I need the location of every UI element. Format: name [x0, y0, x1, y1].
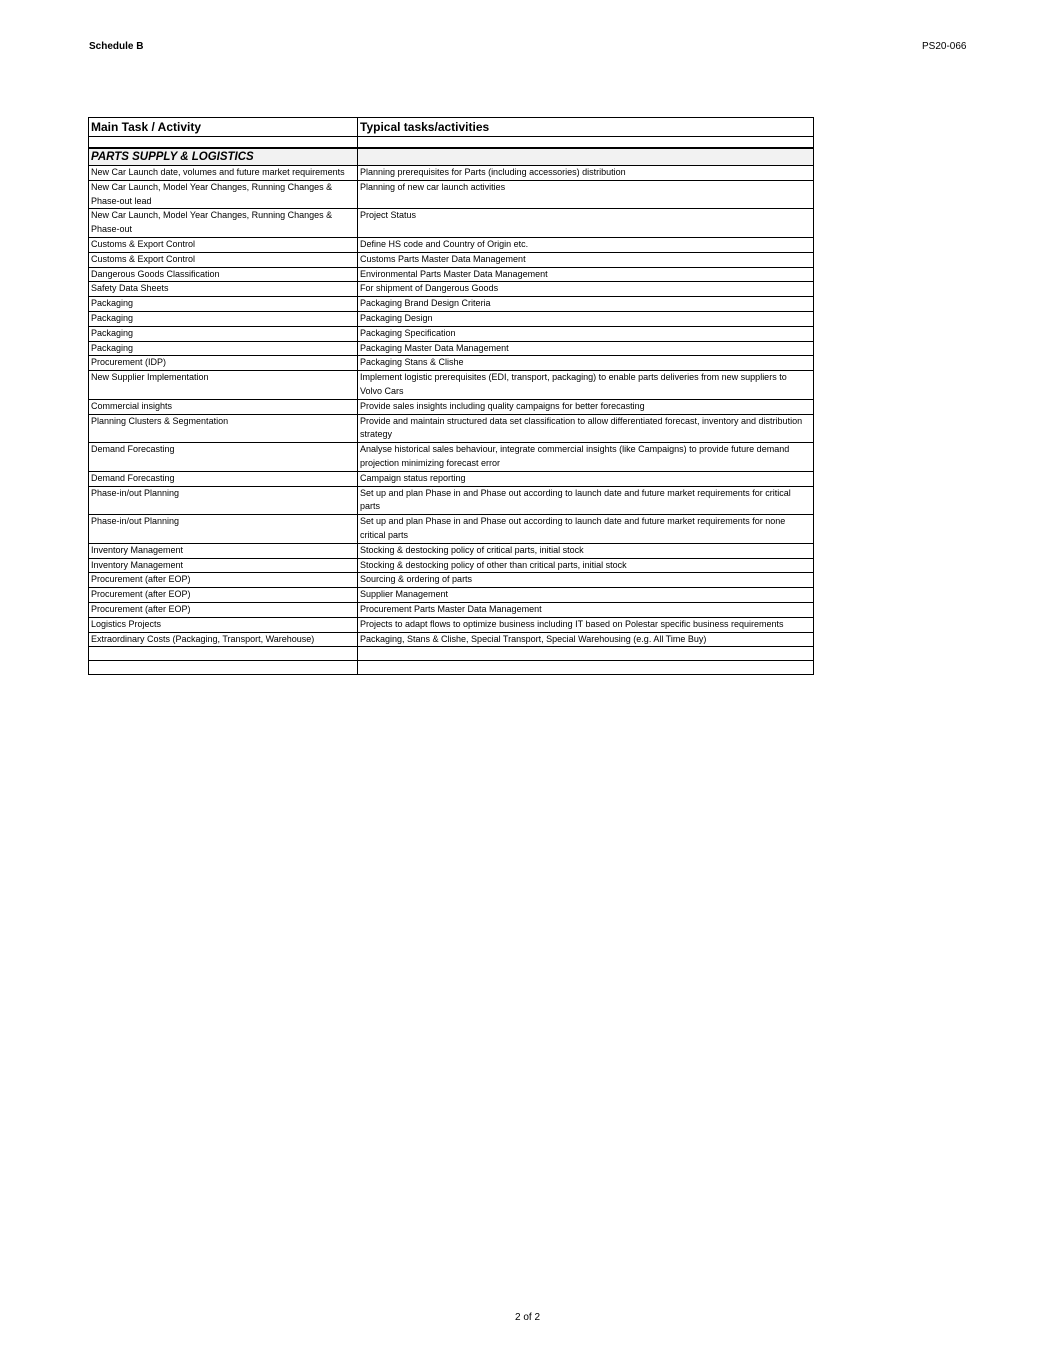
main-task-cell: Procurement (after EOP)	[89, 573, 358, 588]
table-row	[89, 443, 814, 472]
main-task-cell: Demand Forecasting	[89, 443, 358, 472]
main-task-cell: Logistics Projects	[89, 617, 358, 632]
empty-cell	[358, 647, 814, 661]
table-row	[89, 180, 814, 209]
table-row	[89, 237, 814, 252]
typical-activity-cell: Environmental Parts Master Data Management	[358, 267, 814, 282]
typical-activity-cell: Packaging Specification	[358, 326, 814, 341]
main-task-cell: Customs & Export Control	[89, 237, 358, 252]
empty-row	[89, 661, 814, 675]
table-row	[89, 588, 814, 603]
section-empty-cell	[358, 148, 814, 166]
table-row	[89, 341, 814, 356]
main-task-cell: Extraordinary Costs (Packaging, Transport, Warehouse)	[89, 632, 358, 647]
main-task-cell: New Car Launch, Model Year Changes, Running Changes & Phase-out lead	[89, 180, 358, 209]
main-task-cell: Customs & Export Control	[89, 252, 358, 267]
main-task-cell: Packaging	[89, 297, 358, 312]
table-row	[89, 297, 814, 312]
main-task-cell: Procurement (IDP)	[89, 356, 358, 371]
main-task-cell: Dangerous Goods Classification	[89, 267, 358, 282]
table-row	[89, 252, 814, 267]
table-row	[89, 617, 814, 632]
table-row	[89, 414, 814, 443]
table-row	[89, 326, 814, 341]
table-row	[89, 399, 814, 414]
table-row	[89, 632, 814, 647]
typical-activity-cell: Packaging, Stans & Clishe, Special Transport, Special Warehousing (e.g. All Time Buy)	[358, 632, 814, 647]
main-task-cell: Phase-in/out Planning	[89, 486, 358, 515]
page-number: 2 of 2	[514, 1312, 541, 1323]
table-row	[89, 558, 814, 573]
table-row	[89, 311, 814, 326]
typical-activity-cell: Set up and plan Phase in and Phase out according to launch date and future market requirements for critical parts	[358, 486, 814, 515]
table-row	[89, 573, 814, 588]
spacer-row	[89, 137, 814, 149]
typical-activity-cell: Stocking & destocking policy of critical parts, initial stock	[358, 543, 814, 558]
typical-activity-cell: Supplier Management	[358, 588, 814, 603]
typical-activity-cell: Planning of new car launch activities	[358, 180, 814, 209]
typical-activity-cell: Set up and plan Phase in and Phase out according to launch date and future market requirements for none critical parts	[358, 515, 814, 544]
table-row	[89, 267, 814, 282]
main-task-cell: Procurement (after EOP)	[89, 588, 358, 603]
tasks-table	[88, 117, 814, 675]
typical-activity-cell: Analyse historical sales behaviour, integrate commercial insights (like Campaigns) to provide future demand projection minimizing forecast error	[358, 443, 814, 472]
typical-activity-cell: Procurement Parts Master Data Management	[358, 602, 814, 617]
main-task-cell: Phase-in/out Planning	[89, 515, 358, 544]
table-header-row	[89, 118, 814, 137]
typical-activity-cell: Packaging Brand Design Criteria	[358, 297, 814, 312]
table-row	[89, 209, 814, 238]
main-task-cell: Inventory Management	[89, 558, 358, 573]
typical-activity-cell: Packaging Design	[358, 311, 814, 326]
main-task-cell: Demand Forecasting	[89, 471, 358, 486]
table-row	[89, 486, 814, 515]
typical-activity-cell: Customs Parts Master Data Management	[358, 252, 814, 267]
column-header-main-task: Main Task / Activity	[89, 118, 358, 137]
typical-activity-cell: Project Status	[358, 209, 814, 238]
main-task-cell: New Car Launch, Model Year Changes, Running Changes & Phase-out	[89, 209, 358, 238]
main-task-cell: Packaging	[89, 311, 358, 326]
typical-activity-cell: Stocking & destocking policy of other than critical parts, initial stock	[358, 558, 814, 573]
table-row	[89, 471, 814, 486]
typical-activity-cell: Provide sales insights including quality campaigns for better forecasting	[358, 399, 814, 414]
typical-activity-cell: Sourcing & ordering of parts	[358, 573, 814, 588]
section-row	[89, 148, 814, 166]
empty-cell	[358, 661, 814, 675]
typical-activity-cell: Packaging Stans & Clishe	[358, 356, 814, 371]
typical-activity-cell: Campaign status reporting	[358, 471, 814, 486]
main-task-cell: Packaging	[89, 326, 358, 341]
empty-row	[89, 647, 814, 661]
table-row	[89, 543, 814, 558]
schedule-label: Schedule B	[89, 41, 144, 52]
section-title: PARTS SUPPLY & LOGISTICS	[89, 148, 358, 166]
main-task-cell: Packaging	[89, 341, 358, 356]
typical-activity-cell: Packaging Master Data Management	[358, 341, 814, 356]
main-task-cell: Procurement (after EOP)	[89, 602, 358, 617]
typical-activity-cell: Define HS code and Country of Origin etc.	[358, 237, 814, 252]
main-task-cell: Planning Clusters & Segmentation	[89, 414, 358, 443]
typical-activity-cell: Planning prerequisites for Parts (including accessories) distribution	[358, 166, 814, 181]
table-row	[89, 166, 814, 181]
column-header-typical-tasks: Typical tasks/activities	[358, 118, 814, 137]
empty-cell	[89, 661, 358, 675]
empty-cell	[89, 647, 358, 661]
main-task-cell: New Car Launch date, volumes and future market requirements	[89, 166, 358, 181]
main-task-cell: New Supplier Implementation	[89, 371, 358, 400]
typical-activity-cell: Projects to adapt flows to optimize business including IT based on Polestar specific business requirements	[358, 617, 814, 632]
typical-activity-cell: Provide and maintain structured data set classification to allow differentiated forecast, inventory and distribution strategy	[358, 414, 814, 443]
typical-activity-cell: Implement logistic prerequisites (EDI, transport, packaging) to enable parts deliveries from new suppliers to Volvo Cars	[358, 371, 814, 400]
table-row	[89, 356, 814, 371]
table-row	[89, 515, 814, 544]
main-task-cell: Commercial insights	[89, 399, 358, 414]
typical-activity-cell: For shipment of Dangerous Goods	[358, 282, 814, 297]
table-row	[89, 282, 814, 297]
table-row	[89, 602, 814, 617]
main-task-cell: Safety Data Sheets	[89, 282, 358, 297]
main-task-cell: Inventory Management	[89, 543, 358, 558]
table-row	[89, 371, 814, 400]
document-code: PS20-066	[922, 41, 967, 52]
